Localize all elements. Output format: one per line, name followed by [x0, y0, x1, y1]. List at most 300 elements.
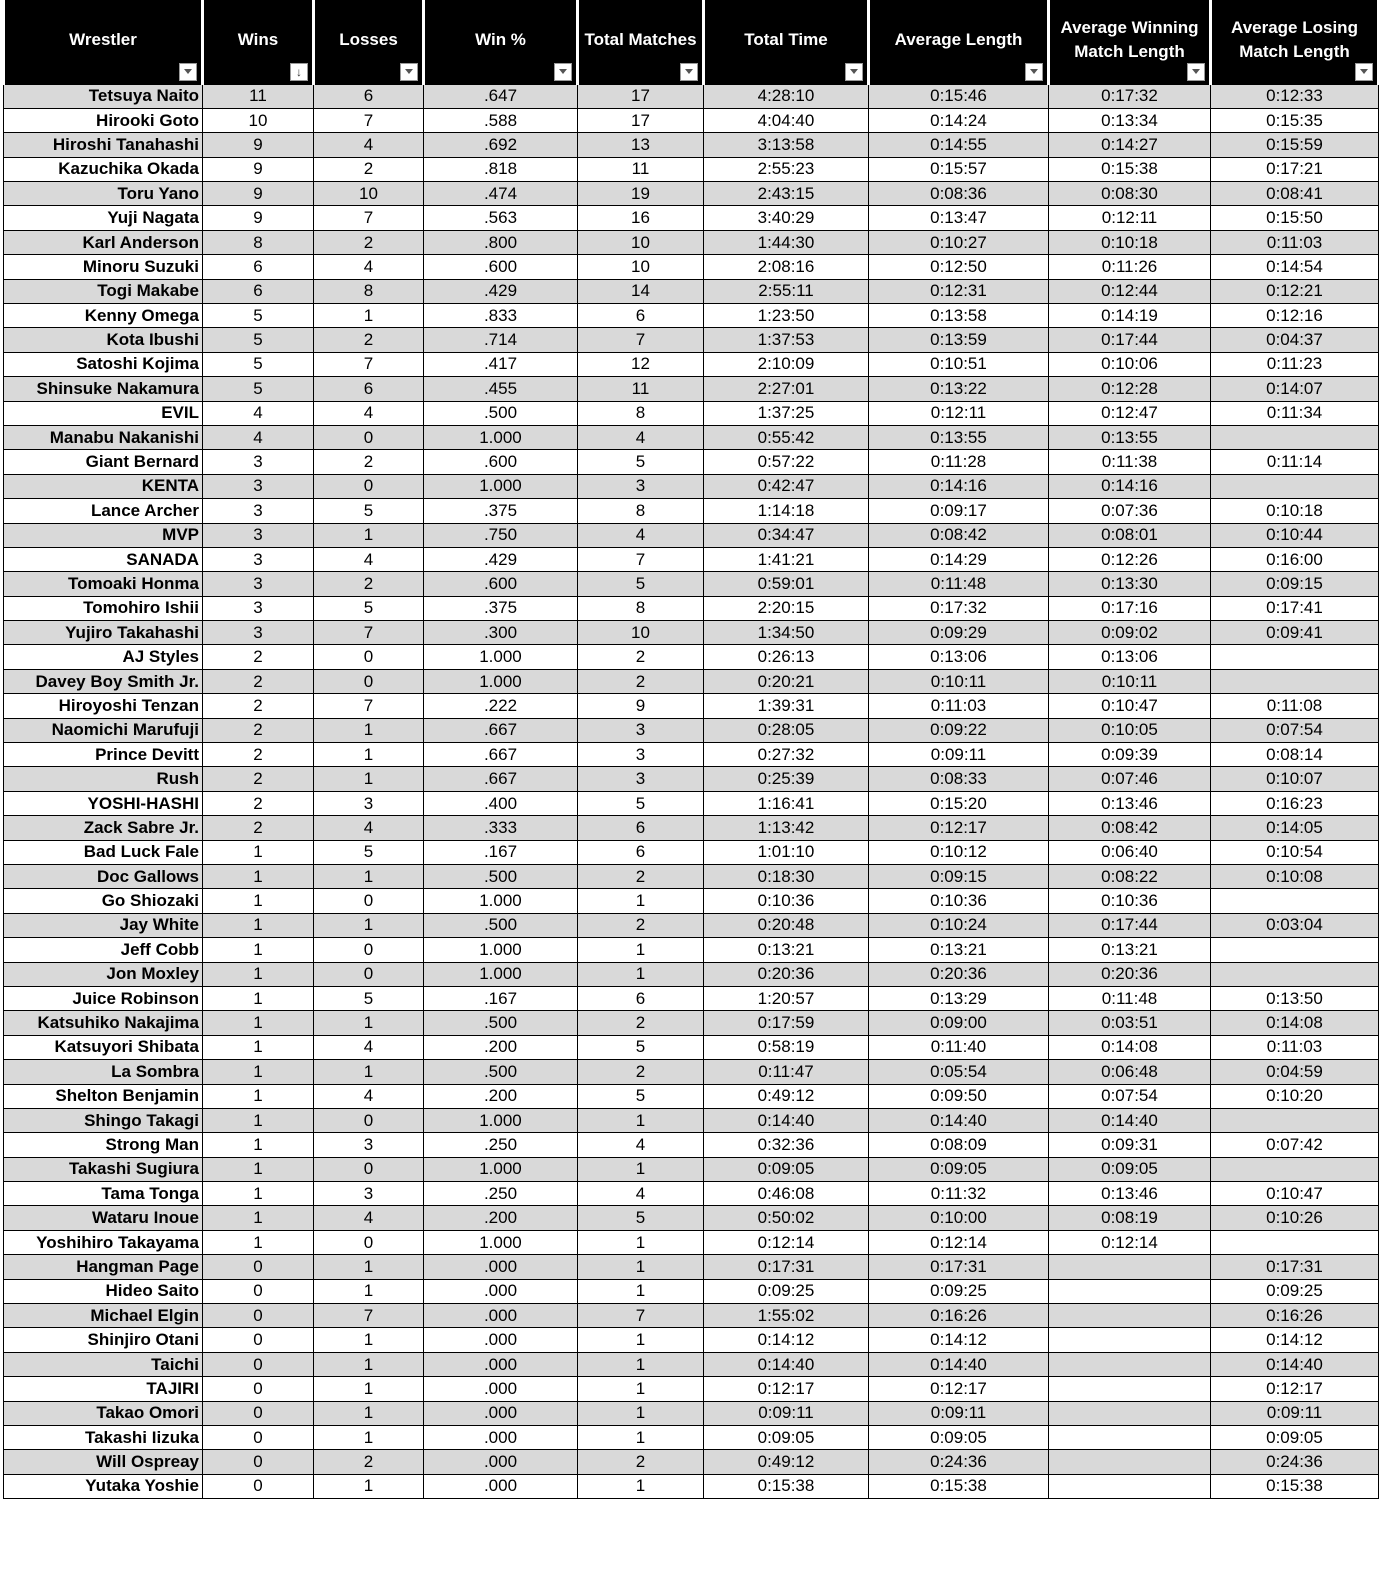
cell-average-losing-match-length: 0:11:34 [1211, 401, 1379, 425]
cell-total-time: 0:12:14 [704, 1230, 869, 1254]
cell-average-losing-match-length: 0:09:05 [1211, 1425, 1379, 1449]
table-row [4, 108, 1379, 132]
cell-wins: 10 [203, 108, 314, 132]
cell-average-length: 0:15:20 [869, 791, 1049, 815]
cell-wins: 3 [203, 499, 314, 523]
cell-total-time: 1:20:57 [704, 986, 869, 1010]
cell-total-matches: 11 [578, 377, 704, 401]
dropdown-filter-icon[interactable] [845, 63, 863, 81]
cell-win-pct: .800 [424, 230, 578, 254]
cell-wins: 6 [203, 279, 314, 303]
cell-average-winning-match-length: 0:07:46 [1049, 767, 1211, 791]
cell-total-matches: 1 [578, 1352, 704, 1376]
cell-average-length: 0:09:11 [869, 1401, 1049, 1425]
cell-total-matches: 6 [578, 304, 704, 328]
table-row [4, 255, 1379, 279]
cell-average-losing-match-length [1211, 425, 1379, 449]
cell-wins: 5 [203, 304, 314, 328]
cell-total-time: 0:57:22 [704, 450, 869, 474]
cell-total-time: 1:34:50 [704, 621, 869, 645]
cell-average-losing-match-length: 0:11:23 [1211, 352, 1379, 376]
cell-average-length: 0:13:06 [869, 645, 1049, 669]
cell-win-pct: .250 [424, 1133, 578, 1157]
cell-total-time: 2:08:16 [704, 255, 869, 279]
cell-average-winning-match-length: 0:07:54 [1049, 1084, 1211, 1108]
cell-losses: 0 [314, 1157, 424, 1181]
cell-total-time: 1:14:18 [704, 499, 869, 523]
cell-wrestler: Prince Devitt [4, 743, 203, 767]
cell-losses: 1 [314, 1377, 424, 1401]
cell-average-winning-match-length: 0:09:31 [1049, 1133, 1211, 1157]
cell-average-losing-match-length: 0:11:03 [1211, 230, 1379, 254]
cell-win-pct: .000 [424, 1328, 578, 1352]
cell-total-matches: 3 [578, 474, 704, 498]
cell-average-winning-match-length: 0:15:38 [1049, 157, 1211, 181]
cell-total-matches: 5 [578, 450, 704, 474]
cell-win-pct: 1.000 [424, 1230, 578, 1254]
cell-wrestler: Yoshihiro Takayama [4, 1230, 203, 1254]
cell-win-pct: .000 [424, 1377, 578, 1401]
cell-average-winning-match-length: 0:11:38 [1049, 450, 1211, 474]
cell-losses: 1 [314, 865, 424, 889]
table-row [4, 133, 1379, 157]
cell-total-time: 0:11:47 [704, 1060, 869, 1084]
cell-average-length: 0:12:17 [869, 1377, 1049, 1401]
cell-losses: 6 [314, 84, 424, 108]
cell-wins: 1 [203, 840, 314, 864]
cell-total-matches: 19 [578, 182, 704, 206]
cell-losses: 4 [314, 1084, 424, 1108]
cell-total-matches: 5 [578, 1035, 704, 1059]
cell-win-pct: .563 [424, 206, 578, 230]
cell-average-losing-match-length: 0:17:21 [1211, 157, 1379, 181]
cell-average-length: 0:11:03 [869, 694, 1049, 718]
cell-average-winning-match-length: 0:08:22 [1049, 865, 1211, 889]
cell-losses: 0 [314, 938, 424, 962]
cell-losses: 5 [314, 986, 424, 1010]
dropdown-filter-icon[interactable] [400, 63, 418, 81]
cell-losses: 3 [314, 1133, 424, 1157]
cell-average-winning-match-length: 0:10:18 [1049, 230, 1211, 254]
cell-total-time: 1:39:31 [704, 694, 869, 718]
table-row [4, 1450, 1379, 1474]
cell-wrestler: Yutaka Yoshie [4, 1474, 203, 1498]
dropdown-filter-icon[interactable] [1187, 63, 1205, 81]
column-header-label: Losses [339, 29, 398, 49]
cell-losses: 1 [314, 1279, 424, 1303]
cell-win-pct: .833 [424, 304, 578, 328]
cell-average-length: 0:05:54 [869, 1060, 1049, 1084]
cell-total-matches: 2 [578, 1060, 704, 1084]
cell-average-winning-match-length: 0:06:40 [1049, 840, 1211, 864]
cell-wins: 1 [203, 1157, 314, 1181]
column-header-losses [314, 0, 424, 84]
cell-win-pct: .000 [424, 1304, 578, 1328]
column-header-label: Average Length [894, 29, 1023, 49]
cell-average-winning-match-length [1049, 1377, 1211, 1401]
cell-average-winning-match-length: 0:13:34 [1049, 108, 1211, 132]
table-row [4, 572, 1379, 596]
cell-wrestler: Katsuhiko Nakajima [4, 1011, 203, 1035]
cell-total-time: 0:58:19 [704, 1035, 869, 1059]
cell-wins: 1 [203, 889, 314, 913]
cell-total-matches: 9 [578, 694, 704, 718]
cell-average-winning-match-length [1049, 1425, 1211, 1449]
cell-average-winning-match-length [1049, 1474, 1211, 1498]
cell-wins: 0 [203, 1255, 314, 1279]
cell-wins: 3 [203, 621, 314, 645]
cell-wrestler: Takashi Iizuka [4, 1425, 203, 1449]
cell-losses: 1 [314, 1401, 424, 1425]
cell-average-winning-match-length: 0:13:46 [1049, 1182, 1211, 1206]
table-row [4, 718, 1379, 742]
cell-losses: 0 [314, 1108, 424, 1132]
cell-total-matches: 8 [578, 401, 704, 425]
cell-total-matches: 2 [578, 669, 704, 693]
cell-win-pct: 1.000 [424, 669, 578, 693]
cell-losses: 0 [314, 1230, 424, 1254]
cell-total-time: 0:27:32 [704, 743, 869, 767]
cell-total-time: 0:50:02 [704, 1206, 869, 1230]
cell-win-pct: .167 [424, 986, 578, 1010]
cell-wins: 1 [203, 1084, 314, 1108]
cell-average-losing-match-length: 0:12:17 [1211, 1377, 1379, 1401]
header-row [4, 0, 1379, 84]
cell-wins: 0 [203, 1328, 314, 1352]
cell-average-losing-match-length: 0:15:35 [1211, 108, 1379, 132]
cell-wins: 3 [203, 450, 314, 474]
cell-total-time: 0:09:05 [704, 1157, 869, 1181]
cell-win-pct: .000 [424, 1425, 578, 1449]
cell-losses: 4 [314, 133, 424, 157]
dropdown-filter-icon[interactable] [1355, 63, 1373, 81]
cell-average-length: 0:15:38 [869, 1474, 1049, 1498]
cell-total-time: 1:37:53 [704, 328, 869, 352]
cell-wins: 3 [203, 474, 314, 498]
cell-win-pct: .000 [424, 1401, 578, 1425]
cell-average-losing-match-length: 0:10:18 [1211, 499, 1379, 523]
cell-losses: 1 [314, 1255, 424, 1279]
cell-losses: 1 [314, 1474, 424, 1498]
cell-average-losing-match-length: 0:11:03 [1211, 1035, 1379, 1059]
cell-average-losing-match-length: 0:17:41 [1211, 596, 1379, 620]
cell-wins: 2 [203, 816, 314, 840]
cell-total-matches: 3 [578, 767, 704, 791]
table-row [4, 1035, 1379, 1059]
cell-total-matches: 17 [578, 84, 704, 108]
cell-wins: 8 [203, 230, 314, 254]
cell-losses: 0 [314, 962, 424, 986]
cell-average-winning-match-length: 0:20:36 [1049, 962, 1211, 986]
cell-losses: 1 [314, 913, 424, 937]
cell-average-winning-match-length: 0:08:30 [1049, 182, 1211, 206]
dropdown-filter-icon[interactable] [680, 63, 698, 81]
cell-average-length: 0:13:59 [869, 328, 1049, 352]
cell-wrestler: Tama Tonga [4, 1182, 203, 1206]
cell-wins: 5 [203, 352, 314, 376]
cell-wins: 1 [203, 1182, 314, 1206]
cell-average-losing-match-length: 0:12:21 [1211, 279, 1379, 303]
cell-average-winning-match-length: 0:06:48 [1049, 1060, 1211, 1084]
cell-total-matches: 1 [578, 1474, 704, 1498]
cell-wrestler: Hideo Saito [4, 1279, 203, 1303]
cell-wrestler: Yuji Nagata [4, 206, 203, 230]
cell-average-losing-match-length: 0:09:25 [1211, 1279, 1379, 1303]
cell-total-time: 0:14:12 [704, 1328, 869, 1352]
cell-total-matches: 1 [578, 1230, 704, 1254]
cell-wrestler: Toru Yano [4, 182, 203, 206]
cell-average-length: 0:13:21 [869, 938, 1049, 962]
cell-average-losing-match-length: 0:10:44 [1211, 523, 1379, 547]
cell-average-winning-match-length: 0:11:26 [1049, 255, 1211, 279]
cell-losses: 2 [314, 157, 424, 181]
cell-wins: 2 [203, 669, 314, 693]
cell-wrestler: Taichi [4, 1352, 203, 1376]
cell-average-winning-match-length: 0:08:19 [1049, 1206, 1211, 1230]
cell-average-length: 0:09:50 [869, 1084, 1049, 1108]
cell-average-length: 0:12:17 [869, 816, 1049, 840]
cell-wrestler: Tomoaki Honma [4, 572, 203, 596]
cell-losses: 6 [314, 377, 424, 401]
cell-wrestler: Jay White [4, 913, 203, 937]
cell-total-time: 4:04:40 [704, 108, 869, 132]
cell-average-length: 0:12:50 [869, 255, 1049, 279]
table-row [4, 1401, 1379, 1425]
cell-total-matches: 1 [578, 1279, 704, 1303]
cell-total-time: 0:14:40 [704, 1352, 869, 1376]
table-row [4, 743, 1379, 767]
cell-total-matches: 4 [578, 523, 704, 547]
column-header-wrestler [4, 0, 203, 84]
cell-average-length: 0:13:29 [869, 986, 1049, 1010]
cell-win-pct: 1.000 [424, 889, 578, 913]
cell-wrestler: Jeff Cobb [4, 938, 203, 962]
cell-average-losing-match-length [1211, 889, 1379, 913]
dropdown-filter-icon[interactable] [179, 63, 197, 81]
cell-wins: 1 [203, 1060, 314, 1084]
cell-total-matches: 1 [578, 1108, 704, 1132]
table-row [4, 1060, 1379, 1084]
table-row [4, 986, 1379, 1010]
cell-losses: 0 [314, 889, 424, 913]
dropdown-filter-icon[interactable] [1025, 63, 1043, 81]
cell-wins: 5 [203, 328, 314, 352]
cell-wrestler: Hiroyoshi Tenzan [4, 694, 203, 718]
cell-wrestler: Kazuchika Okada [4, 157, 203, 181]
cell-total-time: 0:34:47 [704, 523, 869, 547]
cell-average-length: 0:13:22 [869, 377, 1049, 401]
cell-wins: 11 [203, 84, 314, 108]
cell-total-matches: 5 [578, 572, 704, 596]
cell-losses: 1 [314, 1352, 424, 1376]
cell-wins: 0 [203, 1304, 314, 1328]
column-header-label: Wrestler [69, 29, 137, 49]
cell-wins: 1 [203, 865, 314, 889]
cell-losses: 7 [314, 1304, 424, 1328]
cell-average-winning-match-length: 0:13:06 [1049, 645, 1211, 669]
cell-win-pct: .818 [424, 157, 578, 181]
cell-total-time: 0:28:05 [704, 718, 869, 742]
cell-wrestler: KENTA [4, 474, 203, 498]
cell-average-length: 0:14:12 [869, 1328, 1049, 1352]
cell-total-matches: 2 [578, 1011, 704, 1035]
cell-losses: 1 [314, 304, 424, 328]
cell-total-time: 0:09:25 [704, 1279, 869, 1303]
cell-average-length: 0:14:55 [869, 133, 1049, 157]
cell-average-length: 0:10:00 [869, 1206, 1049, 1230]
cell-average-losing-match-length: 0:14:54 [1211, 255, 1379, 279]
cell-average-length: 0:15:46 [869, 84, 1049, 108]
table-row [4, 523, 1379, 547]
cell-win-pct: 1.000 [424, 425, 578, 449]
cell-average-losing-match-length: 0:13:50 [1211, 986, 1379, 1010]
table-row [4, 182, 1379, 206]
cell-wrestler: TAJIRI [4, 1377, 203, 1401]
table-row [4, 816, 1379, 840]
cell-losses: 5 [314, 840, 424, 864]
cell-wins: 9 [203, 157, 314, 181]
sort-descending-filter-icon[interactable]: ↓ [290, 63, 308, 81]
cell-wins: 0 [203, 1279, 314, 1303]
cell-total-matches: 3 [578, 718, 704, 742]
cell-average-winning-match-length [1049, 1401, 1211, 1425]
cell-average-winning-match-length: 0:17:44 [1049, 328, 1211, 352]
cell-wins: 5 [203, 377, 314, 401]
cell-win-pct: .222 [424, 694, 578, 718]
cell-wins: 2 [203, 743, 314, 767]
cell-average-winning-match-length: 0:08:42 [1049, 816, 1211, 840]
cell-average-length: 0:17:32 [869, 596, 1049, 620]
cell-total-time: 2:27:01 [704, 377, 869, 401]
table-row [4, 377, 1379, 401]
table-row [4, 1474, 1379, 1498]
cell-wrestler: Takashi Sugiura [4, 1157, 203, 1181]
table-body [4, 84, 1379, 1499]
cell-average-losing-match-length: 0:08:14 [1211, 743, 1379, 767]
cell-total-matches: 5 [578, 1206, 704, 1230]
cell-average-losing-match-length: 0:17:31 [1211, 1255, 1379, 1279]
cell-average-losing-match-length: 0:12:33 [1211, 84, 1379, 108]
cell-total-time: 0:42:47 [704, 474, 869, 498]
cell-average-length: 0:14:29 [869, 547, 1049, 571]
table-row [4, 1255, 1379, 1279]
cell-average-winning-match-length: 0:17:16 [1049, 596, 1211, 620]
cell-average-losing-match-length: 0:04:59 [1211, 1060, 1379, 1084]
cell-wins: 2 [203, 767, 314, 791]
cell-average-length: 0:14:16 [869, 474, 1049, 498]
cell-total-matches: 10 [578, 621, 704, 645]
cell-average-winning-match-length: 0:03:51 [1049, 1011, 1211, 1035]
cell-win-pct: .375 [424, 499, 578, 523]
cell-win-pct: 1.000 [424, 645, 578, 669]
cell-wins: 1 [203, 938, 314, 962]
cell-win-pct: .000 [424, 1474, 578, 1498]
cell-win-pct: .200 [424, 1206, 578, 1230]
cell-win-pct: .000 [424, 1279, 578, 1303]
cell-win-pct: .474 [424, 182, 578, 206]
cell-total-time: 2:43:15 [704, 182, 869, 206]
cell-losses: 1 [314, 767, 424, 791]
cell-total-matches: 14 [578, 279, 704, 303]
cell-win-pct: .667 [424, 743, 578, 767]
cell-wrestler: Shinsuke Nakamura [4, 377, 203, 401]
column-header-wins [203, 0, 314, 84]
cell-total-matches: 10 [578, 255, 704, 279]
cell-total-matches: 4 [578, 1182, 704, 1206]
cell-wrestler: Satoshi Kojima [4, 352, 203, 376]
cell-average-winning-match-length: 0:10:47 [1049, 694, 1211, 718]
cell-win-pct: 1.000 [424, 474, 578, 498]
cell-total-matches: 1 [578, 889, 704, 913]
cell-wrestler: Strong Man [4, 1133, 203, 1157]
cell-average-length: 0:11:28 [869, 450, 1049, 474]
cell-wins: 1 [203, 1206, 314, 1230]
cell-wrestler: Juice Robinson [4, 986, 203, 1010]
cell-wins: 1 [203, 1035, 314, 1059]
cell-average-length: 0:10:24 [869, 913, 1049, 937]
cell-win-pct: .692 [424, 133, 578, 157]
cell-losses: 7 [314, 352, 424, 376]
cell-average-losing-match-length [1211, 962, 1379, 986]
cell-win-pct: .500 [424, 1060, 578, 1084]
cell-total-matches: 1 [578, 938, 704, 962]
cell-average-length: 0:09:25 [869, 1279, 1049, 1303]
cell-wrestler: AJ Styles [4, 645, 203, 669]
cell-losses: 0 [314, 669, 424, 693]
cell-average-losing-match-length: 0:09:15 [1211, 572, 1379, 596]
cell-total-matches: 8 [578, 499, 704, 523]
cell-wins: 1 [203, 962, 314, 986]
dropdown-filter-icon[interactable] [554, 63, 572, 81]
cell-wins: 2 [203, 694, 314, 718]
cell-wins: 3 [203, 523, 314, 547]
cell-average-losing-match-length: 0:14:05 [1211, 816, 1379, 840]
cell-average-length: 0:11:48 [869, 572, 1049, 596]
cell-average-length: 0:08:09 [869, 1133, 1049, 1157]
table-row [4, 1230, 1379, 1254]
cell-total-time: 0:13:21 [704, 938, 869, 962]
cell-total-time: 0:49:12 [704, 1084, 869, 1108]
cell-total-time: 0:14:40 [704, 1108, 869, 1132]
cell-average-winning-match-length: 0:14:19 [1049, 304, 1211, 328]
cell-total-matches: 17 [578, 108, 704, 132]
cell-win-pct: .000 [424, 1352, 578, 1376]
cell-win-pct: .000 [424, 1450, 578, 1474]
cell-wins: 1 [203, 1108, 314, 1132]
cell-total-matches: 7 [578, 328, 704, 352]
cell-total-matches: 2 [578, 645, 704, 669]
table-row [4, 1108, 1379, 1132]
cell-losses: 7 [314, 621, 424, 645]
cell-total-matches: 5 [578, 791, 704, 815]
cell-average-losing-match-length [1211, 669, 1379, 693]
cell-wrestler: Manabu Nakanishi [4, 425, 203, 449]
cell-wrestler: MVP [4, 523, 203, 547]
table-row [4, 1157, 1379, 1181]
cell-total-time: 0:55:42 [704, 425, 869, 449]
table-row [4, 767, 1379, 791]
cell-total-time: 0:12:17 [704, 1377, 869, 1401]
cell-wrestler: Minoru Suzuki [4, 255, 203, 279]
table-row [4, 450, 1379, 474]
cell-win-pct: 1.000 [424, 938, 578, 962]
table-row [4, 328, 1379, 352]
cell-average-losing-match-length [1211, 474, 1379, 498]
cell-win-pct: .500 [424, 865, 578, 889]
cell-wins: 9 [203, 182, 314, 206]
cell-losses: 1 [314, 1060, 424, 1084]
cell-average-length: 0:13:47 [869, 206, 1049, 230]
